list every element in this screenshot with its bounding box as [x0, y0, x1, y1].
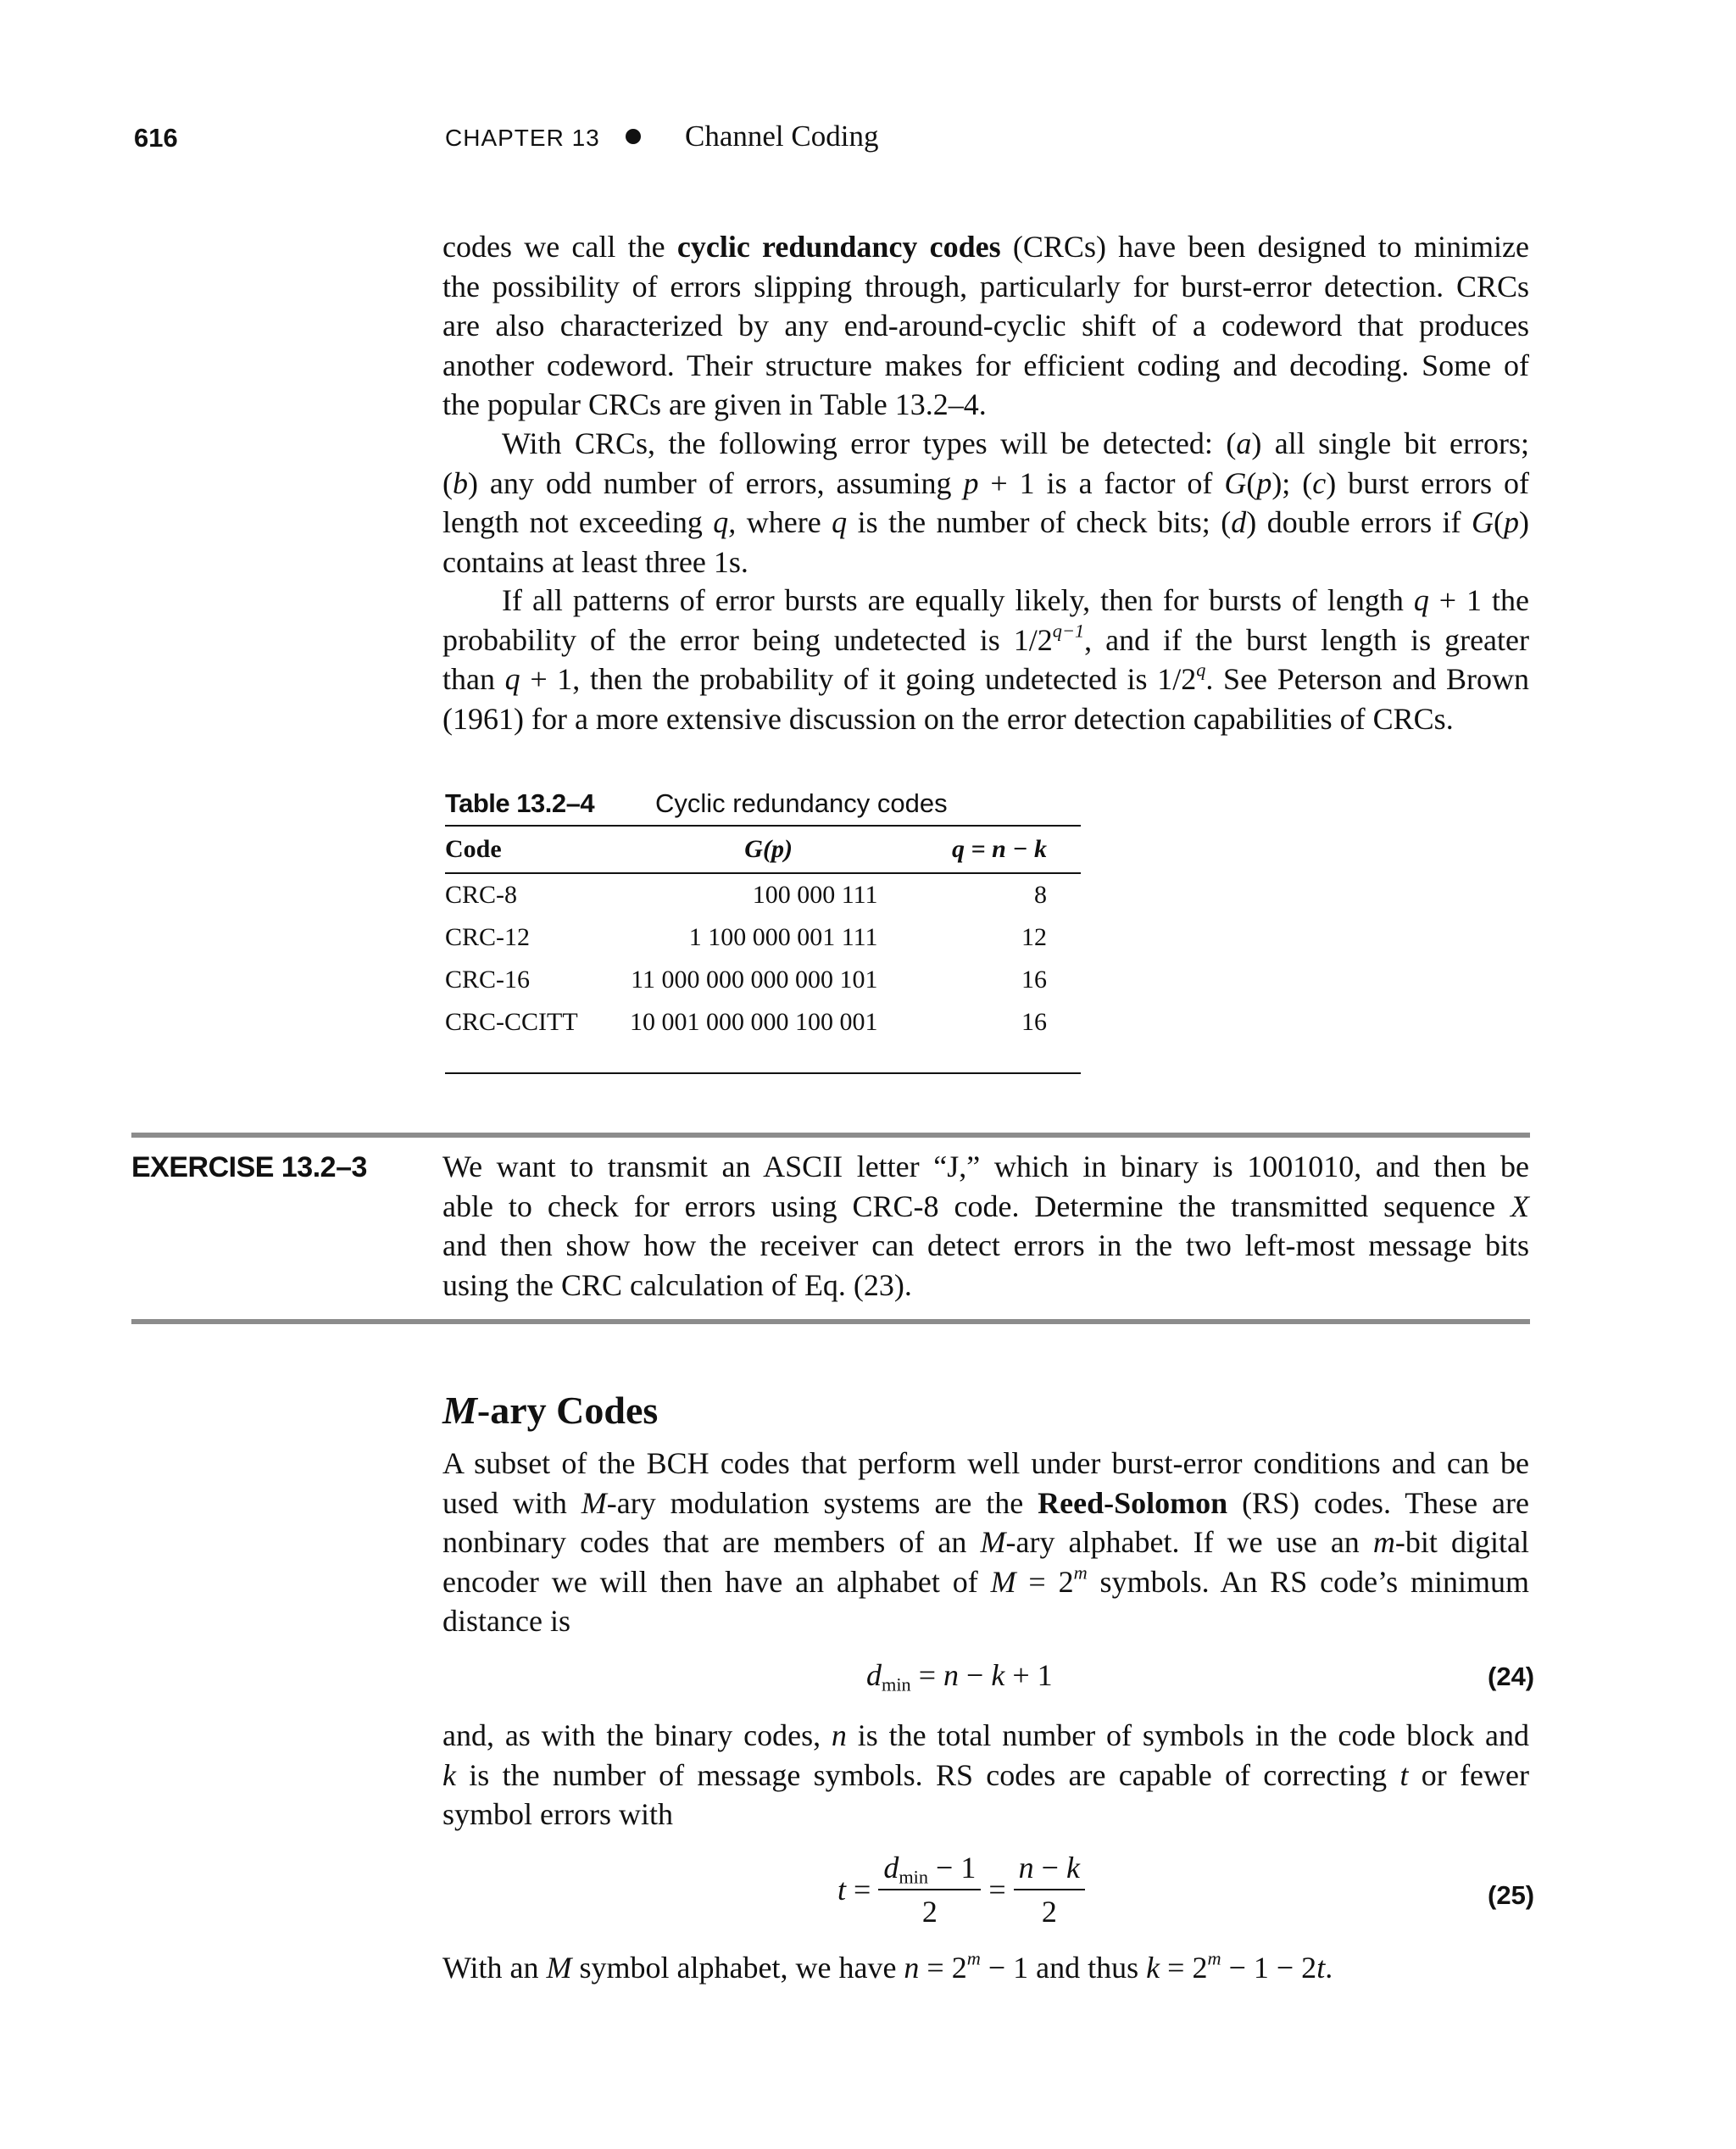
- paragraph-error-types: With CRCs, the following error types will be detected: (a) all single bit errors; (b) any odd number of errors, assuming p + 1 is a factor of G(p); (c) burst errors of length not exceeding q, where q is the number of check bits; (d) double errors if G(p) contains at least three 1s.: [442, 426, 1529, 579]
- bold-term: Reed-Solomon: [1038, 1485, 1228, 1520]
- table-number: Table 13.2–4: [445, 788, 595, 818]
- table-row: CRC-CCITT 10 001 000 000 100 001 16: [445, 1008, 1047, 1036]
- paragraph-crc-intro: codes we call the cyclic redundancy codes (CRCs) have been designed to minimize the possibility of errors slipping through, particularly for burst-error detection. CRCs are also characterized by any end-around-cyclic shift of a codeword that produces another codeword. Their structure makes for efficient coding and decoding. Some of the popular CRCs are given in Table 13.2–4.: [442, 230, 1529, 421]
- paragraph-m-symbol: With an M symbol alphabet, we have $n = 2^m - 1$ and thus $k = 2^m - 1 - 2t$.: [442, 1947, 1333, 1985]
- paragraph-reed-solomon: A subset of the BCH codes that perform well under burst-error conditions and can be used with M-ary modulation systems are the Reed-Solomon (RS) codes. These are nonbinary codes that are members of an M-ary alphabet. If we use an m-bit digital encoder we will then have an alphabet of $M = 2^m$ symbols. An RS code’s minimum distance is: [442, 1446, 1530, 1638]
- equation-24: $d_{min} = n - k + 1$: [866, 1658, 1053, 1695]
- page-number: 616: [134, 123, 178, 153]
- equation-number-24: (24): [1488, 1662, 1535, 1691]
- paragraph-rs-correction: and, as with the binary codes, n is the total number of symbols in the code block and k is the number of message symbols. RS codes are capable of correcting t or fewer symbol errors with: [442, 1718, 1530, 1831]
- paragraph-burst-probability: If all patterns of error bursts are equally likely, then for bursts of length q + 1 the probability of the error being undetected is $1/2^{q-1}$, and if the burst length is greater than q + 1, then the probability of it going undetected is 1/2$^q$. See Peterson and Brown (1961) for a more extensive discussion on the error detection capabilities of CRCs.: [442, 583, 1529, 736]
- crc-table: [445, 825, 1081, 1074]
- column-header-q: q = n − k: [878, 826, 1081, 873]
- table-header-row: [445, 826, 1081, 873]
- table-row: CRC-16 11 000 000 000 000 101 16: [445, 966, 1047, 994]
- table-caption: [445, 788, 948, 819]
- equation-25: t = $\frac{d_{min} - 1}{2}$ = $\frac{n - k}{2}$: [837, 1850, 1085, 1929]
- table-row: CRC-8 100 000 111 8: [445, 881, 1047, 909]
- exercise-text: We want to transmit an ASCII letter “J,” which in binary is 1001010, and then be able to check for errors using CRC-8 code. Determine the transmitted sequence X and then show how the receiver can detect errors in the two left-most message bits using the CRC calculation of Eq. (23).: [442, 1150, 1529, 1302]
- table-bottom-rule: [445, 1044, 1081, 1073]
- bullet-icon: [626, 129, 641, 144]
- table-title: Cyclic redundancy codes: [655, 788, 948, 818]
- equation-number-25: (25): [1488, 1880, 1535, 1910]
- column-header-code: Code: [445, 826, 609, 873]
- chapter-label: CHAPTER 13: [445, 125, 600, 151]
- exercise-top-rule: [131, 1133, 1530, 1138]
- chapter-title: Channel Coding: [685, 120, 879, 153]
- column-header-gp: G(p): [609, 826, 878, 873]
- table-row: CRC-12 1 100 000 001 111 12: [445, 923, 1047, 951]
- fraction-nk: $\frac{n - k}{2}$: [1014, 1850, 1085, 1929]
- fraction-dmin: $\frac{d_{min} - 1}{2}$: [878, 1850, 981, 1929]
- bold-term: cyclic redundancy codes: [676, 230, 1001, 264]
- exercise-bottom-rule: [131, 1319, 1530, 1324]
- section-heading: M-ary Codes: [442, 1389, 659, 1432]
- exercise-label: EXERCISE 13.2–3: [131, 1151, 367, 1183]
